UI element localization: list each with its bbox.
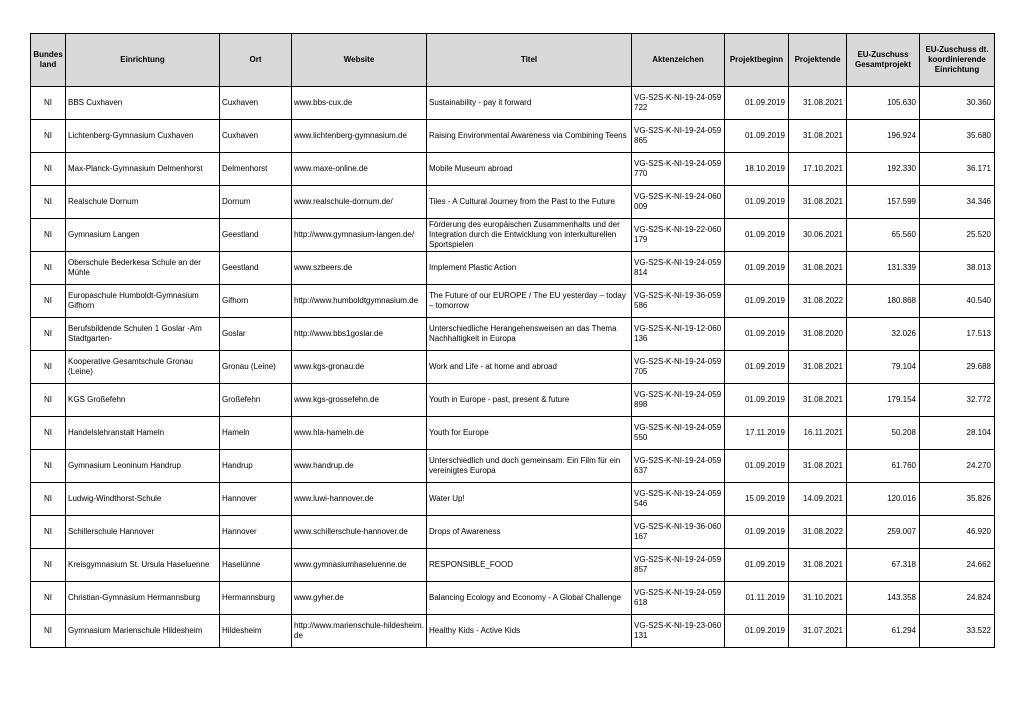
document-sheet: [30, 33, 994, 648]
cell-bundesland: NI: [31, 384, 66, 417]
cell-aktenzeichen: VG-S2S-K-NI-19-36-060167: [632, 516, 725, 549]
cell-projektbeginn: 01.09.2019: [725, 615, 789, 648]
cell-titel: Sustainability - pay it forward: [427, 87, 632, 120]
cell-titel: Youth for Europe: [427, 417, 632, 450]
cell-website: www.handrup.de: [292, 450, 427, 483]
cell-projektbeginn: 15.09.2019: [725, 483, 789, 516]
cell-projektbeginn: 01.09.2019: [725, 351, 789, 384]
cell-einrichtung: Gymnasium Leoninum Handrup: [66, 450, 220, 483]
cell-eu-zuschuss-gesamt: 196.924: [847, 120, 920, 153]
cell-projektbeginn: 01.09.2019: [725, 549, 789, 582]
cell-aktenzeichen: VG-S2S-K-NI-19-24-059814: [632, 252, 725, 285]
header-projektende: Projektende: [789, 34, 847, 87]
cell-bundesland: NI: [31, 516, 66, 549]
cell-einrichtung: Christian-Gymnasium Hermannsburg: [66, 582, 220, 615]
cell-eu-zuschuss-gesamt: 180.868: [847, 285, 920, 318]
cell-projektbeginn: 17.11.2019: [725, 417, 789, 450]
cell-einrichtung: Ludwig-Windthorst-Schule: [66, 483, 220, 516]
cell-einrichtung: Schillerschule Hannover: [66, 516, 220, 549]
cell-bundesland: NI: [31, 549, 66, 582]
cell-eu-zuschuss-gesamt: 50.208: [847, 417, 920, 450]
cell-aktenzeichen: VG-S2S-K-NI-19-22-060179: [632, 219, 725, 252]
cell-website: http://www.marienschule-hildesheim.de: [292, 615, 427, 648]
cell-bundesland: NI: [31, 450, 66, 483]
cell-website: www.hla-hameln.de: [292, 417, 427, 450]
cell-eu-zuschuss-koordinierend: 24.824: [920, 582, 995, 615]
cell-titel: Drops of Awareness: [427, 516, 632, 549]
cell-eu-zuschuss-gesamt: 157.599: [847, 186, 920, 219]
cell-bundesland: NI: [31, 87, 66, 120]
table-row: [31, 351, 995, 384]
cell-ort: Hildesheim: [220, 615, 292, 648]
cell-ort: Cuxhaven: [220, 120, 292, 153]
cell-projektbeginn: 18.10.2019: [725, 153, 789, 186]
table-row: [31, 153, 995, 186]
cell-ort: Haselünne: [220, 549, 292, 582]
cell-ort: Dornum: [220, 186, 292, 219]
cell-einrichtung: BBS Cuxhaven: [66, 87, 220, 120]
cell-titel: Raising Environmental Awareness via Combining Teens: [427, 120, 632, 153]
table-row: [31, 186, 995, 219]
cell-einrichtung: Max-Planck-Gymnasium Delmenhorst: [66, 153, 220, 186]
cell-eu-zuschuss-gesamt: 179.154: [847, 384, 920, 417]
table-row: [31, 252, 995, 285]
cell-bundesland: NI: [31, 153, 66, 186]
cell-einrichtung: Europaschule Humboldt-Gymnasium Gifhorn: [66, 285, 220, 318]
cell-website: www.schillerschule-hannover.de: [292, 516, 427, 549]
cell-titel: Förderung des europäischen Zusammenhalts und der Integration durch die Entwicklung von interkulturellen Sportspielen: [427, 219, 632, 252]
cell-aktenzeichen: VG-S2S-K-NI-19-12-060136: [632, 318, 725, 351]
cell-projektende: 31.08.2021: [789, 450, 847, 483]
cell-eu-zuschuss-gesamt: 143.358: [847, 582, 920, 615]
cell-aktenzeichen: VG-S2S-K-NI-19-24-059770: [632, 153, 725, 186]
cell-aktenzeichen: VG-S2S-K-NI-19-24-059546: [632, 483, 725, 516]
cell-website: www.bbs-cux.de: [292, 87, 427, 120]
cell-projektbeginn: 01.09.2019: [725, 219, 789, 252]
cell-aktenzeichen: VG-S2S-K-NI-19-24-060009: [632, 186, 725, 219]
cell-website: www.kgs-gronau.de: [292, 351, 427, 384]
cell-einrichtung: Gymnasium Marienschule Hildesheim: [66, 615, 220, 648]
cell-einrichtung: KGS Großefehn: [66, 384, 220, 417]
cell-aktenzeichen: VG-S2S-K-NI-19-24-059705: [632, 351, 725, 384]
cell-eu-zuschuss-gesamt: 131.339: [847, 252, 920, 285]
projects-table: [30, 33, 995, 648]
header-ort: Ort: [220, 34, 292, 87]
cell-bundesland: NI: [31, 417, 66, 450]
cell-bundesland: NI: [31, 186, 66, 219]
cell-projektende: 17.10.2021: [789, 153, 847, 186]
table-row: [31, 582, 995, 615]
cell-projektbeginn: 01.09.2019: [725, 87, 789, 120]
cell-einrichtung: Handelslehranstalt Hameln: [66, 417, 220, 450]
cell-ort: Gronau (Leine): [220, 351, 292, 384]
cell-projektende: 31.08.2021: [789, 252, 847, 285]
cell-ort: Delmenhorst: [220, 153, 292, 186]
cell-eu-zuschuss-koordinierend: 24.270: [920, 450, 995, 483]
cell-eu-zuschuss-koordinierend: 36.171: [920, 153, 995, 186]
cell-eu-zuschuss-koordinierend: 33.522: [920, 615, 995, 648]
cell-projektende: 31.08.2021: [789, 384, 847, 417]
table-row: [31, 450, 995, 483]
cell-website: www.realschule-dornum.de/: [292, 186, 427, 219]
cell-projektbeginn: 01.09.2019: [725, 120, 789, 153]
cell-projektende: 31.08.2021: [789, 87, 847, 120]
cell-bundesland: NI: [31, 120, 66, 153]
cell-titel: Unterschiedlich und doch gemeinsam. Ein Film für ein vereinigtes Europa: [427, 450, 632, 483]
cell-bundesland: NI: [31, 582, 66, 615]
cell-ort: Hameln: [220, 417, 292, 450]
cell-website: www.kgs-grossefehn.de: [292, 384, 427, 417]
cell-website: www.luwi-hannover.de: [292, 483, 427, 516]
cell-einrichtung: Berufsbildende Schulen 1 Goslar -Am Stadtgarten-: [66, 318, 220, 351]
cell-projektende: 31.08.2022: [789, 516, 847, 549]
cell-projektbeginn: 01.09.2019: [725, 384, 789, 417]
cell-titel: Water Up!: [427, 483, 632, 516]
table-row: [31, 87, 995, 120]
cell-titel: Mobile Museum abroad: [427, 153, 632, 186]
cell-ort: Cuxhaven: [220, 87, 292, 120]
cell-projektbeginn: 01.09.2019: [725, 450, 789, 483]
header-eu-zuschuss-koordinierend: EU-Zuschuss dt. koordinierende Einrichtung: [920, 34, 995, 87]
cell-projektende: 14.09.2021: [789, 483, 847, 516]
cell-titel: The Future of our EUROPE / The EU yesterday – today – tomorrow: [427, 285, 632, 318]
cell-ort: Geestland: [220, 252, 292, 285]
cell-titel: Youth in Europe - past, present & future: [427, 384, 632, 417]
cell-titel: Balancing Ecology and Economy - A Global Challenge: [427, 582, 632, 615]
table-row: [31, 318, 995, 351]
cell-aktenzeichen: VG-S2S-K-NI-19-24-059550: [632, 417, 725, 450]
table-row: [31, 549, 995, 582]
cell-aktenzeichen: VG-S2S-K-NI-19-24-059618: [632, 582, 725, 615]
cell-aktenzeichen: VG-S2S-K-NI-19-24-059722: [632, 87, 725, 120]
cell-projektende: 31.08.2021: [789, 351, 847, 384]
cell-ort: Großefehn: [220, 384, 292, 417]
cell-eu-zuschuss-gesamt: 105.630: [847, 87, 920, 120]
cell-eu-zuschuss-koordinierend: 35.826: [920, 483, 995, 516]
cell-eu-zuschuss-koordinierend: 24.662: [920, 549, 995, 582]
cell-ort: Gifhorn: [220, 285, 292, 318]
cell-projektbeginn: 01.09.2019: [725, 285, 789, 318]
cell-website: http://www.gymnasium-langen.de/: [292, 219, 427, 252]
cell-bundesland: NI: [31, 615, 66, 648]
cell-aktenzeichen: VG-S2S-K-NI-19-24-059865: [632, 120, 725, 153]
cell-bundesland: NI: [31, 285, 66, 318]
cell-ort: Handrup: [220, 450, 292, 483]
cell-einrichtung: Kreisgymnasium St. Ursula Haseluenne: [66, 549, 220, 582]
header-aktenzeichen: Aktenzeichen: [632, 34, 725, 87]
cell-einrichtung: Kooperative Gesamtschule Gronau (Leine): [66, 351, 220, 384]
table-row: [31, 615, 995, 648]
table-header-row: [31, 34, 995, 87]
table-row: [31, 219, 995, 252]
cell-aktenzeichen: VG-S2S-K-NI-19-36-059586: [632, 285, 725, 318]
cell-ort: Hermannsburg: [220, 582, 292, 615]
cell-titel: Unterschiedliche Herangehensweisen an das Thema Nachhaltigkeit in Europa: [427, 318, 632, 351]
cell-eu-zuschuss-koordinierend: 32.772: [920, 384, 995, 417]
table-row: [31, 120, 995, 153]
cell-projektende: 16.11.2021: [789, 417, 847, 450]
cell-website: www.maxe-online.de: [292, 153, 427, 186]
cell-projektende: 31.08.2022: [789, 285, 847, 318]
cell-eu-zuschuss-koordinierend: 46.920: [920, 516, 995, 549]
table-body: [31, 87, 995, 648]
cell-eu-zuschuss-koordinierend: 17.513: [920, 318, 995, 351]
cell-projektbeginn: 01.09.2019: [725, 252, 789, 285]
cell-eu-zuschuss-gesamt: 259.007: [847, 516, 920, 549]
cell-projektende: 31.08.2020: [789, 318, 847, 351]
cell-einrichtung: Gymnasium Langen: [66, 219, 220, 252]
cell-titel: Work and Life - at home and abroad: [427, 351, 632, 384]
cell-eu-zuschuss-koordinierend: 30.360: [920, 87, 995, 120]
header-bundesland: Bundes land: [31, 34, 66, 87]
cell-bundesland: NI: [31, 318, 66, 351]
cell-ort: Geestland: [220, 219, 292, 252]
header-projektbeginn: Projektbeginn: [725, 34, 789, 87]
cell-bundesland: NI: [31, 219, 66, 252]
cell-eu-zuschuss-koordinierend: 25.520: [920, 219, 995, 252]
table-row: [31, 417, 995, 450]
cell-website: www.gymnasiumhaseluenne.de: [292, 549, 427, 582]
table-row: [31, 285, 995, 318]
header-website: Website: [292, 34, 427, 87]
cell-titel: Healthy Kids - Active Kids: [427, 615, 632, 648]
cell-eu-zuschuss-koordinierend: 38.013: [920, 252, 995, 285]
cell-bundesland: NI: [31, 252, 66, 285]
cell-eu-zuschuss-gesamt: 192.330: [847, 153, 920, 186]
header-einrichtung: Einrichtung: [66, 34, 220, 87]
cell-projektbeginn: 01.09.2019: [725, 318, 789, 351]
cell-aktenzeichen: VG-S2S-K-NI-19-24-059898: [632, 384, 725, 417]
cell-eu-zuschuss-gesamt: 79.104: [847, 351, 920, 384]
cell-website: http://www.bbs1goslar.de: [292, 318, 427, 351]
cell-website: www.lichtenberg-gymnasium.de: [292, 120, 427, 153]
cell-projektende: 31.08.2021: [789, 120, 847, 153]
cell-website: www.szbeers.de: [292, 252, 427, 285]
cell-eu-zuschuss-koordinierend: 34.346: [920, 186, 995, 219]
cell-website: www.gyher.de: [292, 582, 427, 615]
header-titel: Titel: [427, 34, 632, 87]
cell-aktenzeichen: VG-S2S-K-NI-19-23-060131: [632, 615, 725, 648]
cell-website: http://www.humboldtgymnasium.de: [292, 285, 427, 318]
cell-eu-zuschuss-gesamt: 32.026: [847, 318, 920, 351]
cell-ort: Hannover: [220, 516, 292, 549]
cell-projektbeginn: 01.09.2019: [725, 516, 789, 549]
header-eu-zuschuss-gesamt: EU-Zuschuss Gesamtprojekt: [847, 34, 920, 87]
cell-einrichtung: Lichtenberg-Gymnasium Cuxhaven: [66, 120, 220, 153]
cell-einrichtung: Realschule Dornum: [66, 186, 220, 219]
cell-aktenzeichen: VG-S2S-K-NI-19-24-059857: [632, 549, 725, 582]
cell-projektende: 31.10.2021: [789, 582, 847, 615]
cell-projektbeginn: 01.09.2019: [725, 186, 789, 219]
cell-projektende: 31.08.2021: [789, 186, 847, 219]
cell-titel: RESPONSIBLE_FOOD: [427, 549, 632, 582]
cell-titel: Implement Plastic Action: [427, 252, 632, 285]
table-row: [31, 483, 995, 516]
cell-ort: Goslar: [220, 318, 292, 351]
cell-titel: Tiles - A Cultural Journey from the Past to the Future: [427, 186, 632, 219]
cell-eu-zuschuss-gesamt: 67.318: [847, 549, 920, 582]
cell-eu-zuschuss-gesamt: 61.294: [847, 615, 920, 648]
cell-bundesland: NI: [31, 483, 66, 516]
cell-eu-zuschuss-gesamt: 65.560: [847, 219, 920, 252]
cell-projektende: 30.06.2021: [789, 219, 847, 252]
table-row: [31, 516, 995, 549]
cell-eu-zuschuss-koordinierend: 28.104: [920, 417, 995, 450]
cell-bundesland: NI: [31, 351, 66, 384]
cell-eu-zuschuss-gesamt: 61.760: [847, 450, 920, 483]
cell-projektbeginn: 01.11.2019: [725, 582, 789, 615]
cell-ort: Hannover: [220, 483, 292, 516]
table-row: [31, 384, 995, 417]
cell-eu-zuschuss-koordinierend: 35.680: [920, 120, 995, 153]
cell-projektende: 31.08.2021: [789, 549, 847, 582]
cell-eu-zuschuss-gesamt: 120.016: [847, 483, 920, 516]
cell-eu-zuschuss-koordinierend: 29.688: [920, 351, 995, 384]
cell-einrichtung: Oberschule Bederkesa Schule an der Mühle: [66, 252, 220, 285]
cell-aktenzeichen: VG-S2S-K-NI-19-24-059637: [632, 450, 725, 483]
cell-eu-zuschuss-koordinierend: 40.540: [920, 285, 995, 318]
cell-projektende: 31.07.2021: [789, 615, 847, 648]
